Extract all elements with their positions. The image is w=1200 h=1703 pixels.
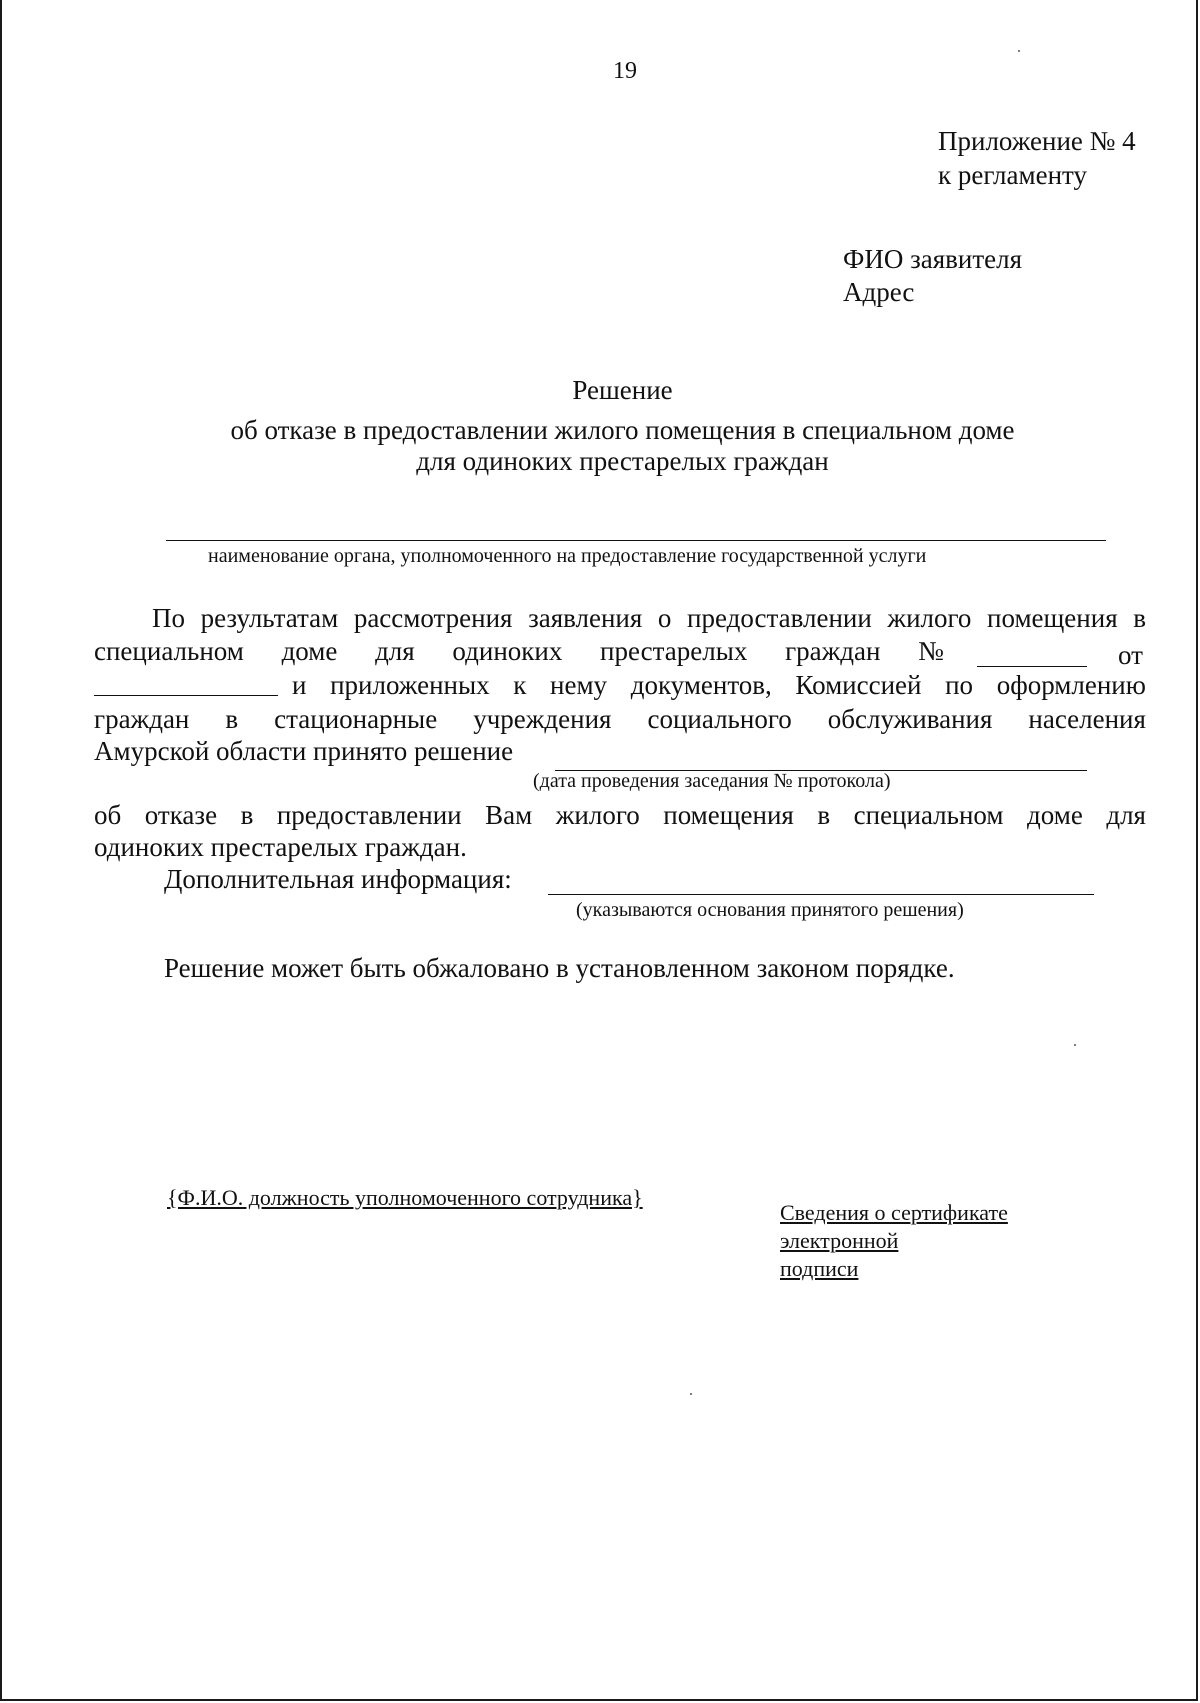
page-number: 19 bbox=[613, 58, 637, 84]
document-title: Решение bbox=[572, 375, 673, 405]
body-word: социального bbox=[647, 704, 792, 734]
document-subtitle-line-1: об отказе в предоставлении жилого помещения в специальном доме bbox=[230, 415, 1015, 445]
scan-speck bbox=[1074, 1044, 1076, 1046]
from-word: от bbox=[1118, 640, 1143, 670]
applicant-name-label: ФИО заявителя bbox=[843, 244, 1023, 274]
body-word: одиноких bbox=[452, 636, 563, 666]
body-word: для bbox=[375, 636, 415, 666]
body-word: оформлению bbox=[996, 670, 1146, 700]
certificate-info-line-1: Сведения о сертификате bbox=[780, 1200, 1008, 1225]
body-word: документов, bbox=[630, 670, 772, 700]
body-line-4 bbox=[94, 704, 1146, 735]
body-word: доме bbox=[1027, 800, 1083, 830]
body-word: специальном bbox=[94, 636, 244, 666]
body-word: в bbox=[225, 704, 239, 734]
meeting-date-caption: (дата проведения заседания № протокола) bbox=[533, 770, 891, 792]
body-word: учреждения bbox=[473, 704, 612, 734]
body-word: отказе bbox=[144, 800, 218, 830]
body-word: нему bbox=[550, 670, 608, 700]
organ-name-caption: наименование органа, уполномоченного на предоставление государственной услуги bbox=[208, 545, 927, 567]
body-line-2 bbox=[94, 636, 944, 667]
body-word: доме bbox=[281, 636, 338, 666]
body-word: по bbox=[945, 670, 974, 700]
body-word: обслуживания bbox=[827, 704, 993, 734]
organ-name-blank-line bbox=[166, 540, 1106, 541]
body-word: заявления bbox=[528, 603, 643, 633]
body-word: рассмотрения bbox=[353, 603, 513, 633]
body-line-6 bbox=[94, 800, 1146, 831]
body-word: Вам bbox=[485, 800, 533, 830]
certificate-info-line-3: подписи bbox=[780, 1256, 859, 1281]
body-word: жилого bbox=[887, 603, 972, 633]
body-word: в bbox=[1133, 603, 1146, 633]
body-word: и bbox=[292, 670, 307, 700]
body-word: По bbox=[152, 603, 185, 633]
body-word: о bbox=[657, 603, 672, 633]
body-word: в bbox=[240, 800, 254, 830]
additional-info-caption: (указываются основания принятого решения) bbox=[576, 899, 964, 921]
body-word: населения bbox=[1028, 704, 1146, 734]
body-word: предоставлении bbox=[276, 800, 462, 830]
body-word: в bbox=[817, 800, 831, 830]
body-word: помещения bbox=[987, 603, 1118, 633]
body-word: специальном bbox=[853, 800, 1004, 830]
body-word: престарелых bbox=[600, 636, 748, 666]
annex-number: Приложение № 4 bbox=[938, 126, 1136, 156]
application-number-blank bbox=[977, 666, 1087, 667]
scan-speck bbox=[690, 1393, 692, 1395]
appeal-notice: Решение может быть обжаловано в установленном законом порядке. bbox=[164, 953, 955, 983]
body-word: предоставлении bbox=[687, 603, 872, 633]
body-line-1 bbox=[152, 603, 1146, 634]
number-sign: № bbox=[918, 636, 944, 666]
body-word: стационарные bbox=[274, 704, 438, 734]
body-word: граждан bbox=[785, 636, 881, 666]
body-word: помещения bbox=[663, 800, 794, 830]
applicant-address-label: Адрес bbox=[843, 277, 915, 307]
scan-speck bbox=[1018, 50, 1020, 52]
body-word: для bbox=[1106, 800, 1146, 830]
additional-info-label: Дополнительная информация: bbox=[164, 864, 512, 894]
official-signatory: {Ф.И.О. должность уполномоченного сотрудника} bbox=[167, 1185, 643, 1210]
application-date-blank bbox=[94, 695, 278, 696]
body-word: приложенных bbox=[330, 670, 490, 700]
document-subtitle-line-2: для одиноких престарелых граждан bbox=[416, 446, 829, 476]
body-word: к bbox=[513, 670, 527, 700]
body-word: об bbox=[94, 800, 122, 830]
body-word: результатам bbox=[200, 603, 339, 633]
body-line-5: Амурской области принято решение bbox=[94, 736, 514, 766]
certificate-info-line-2: электронной bbox=[780, 1228, 899, 1253]
additional-info-blank bbox=[548, 894, 1094, 895]
body-word: граждан bbox=[94, 704, 190, 734]
body-word: жилого bbox=[555, 800, 640, 830]
body-line-7: одиноких престарелых граждан. bbox=[94, 832, 467, 862]
body-line-3 bbox=[292, 670, 1146, 701]
body-word: Комиссией bbox=[795, 670, 922, 700]
annex-reference: к регламенту bbox=[938, 160, 1087, 190]
